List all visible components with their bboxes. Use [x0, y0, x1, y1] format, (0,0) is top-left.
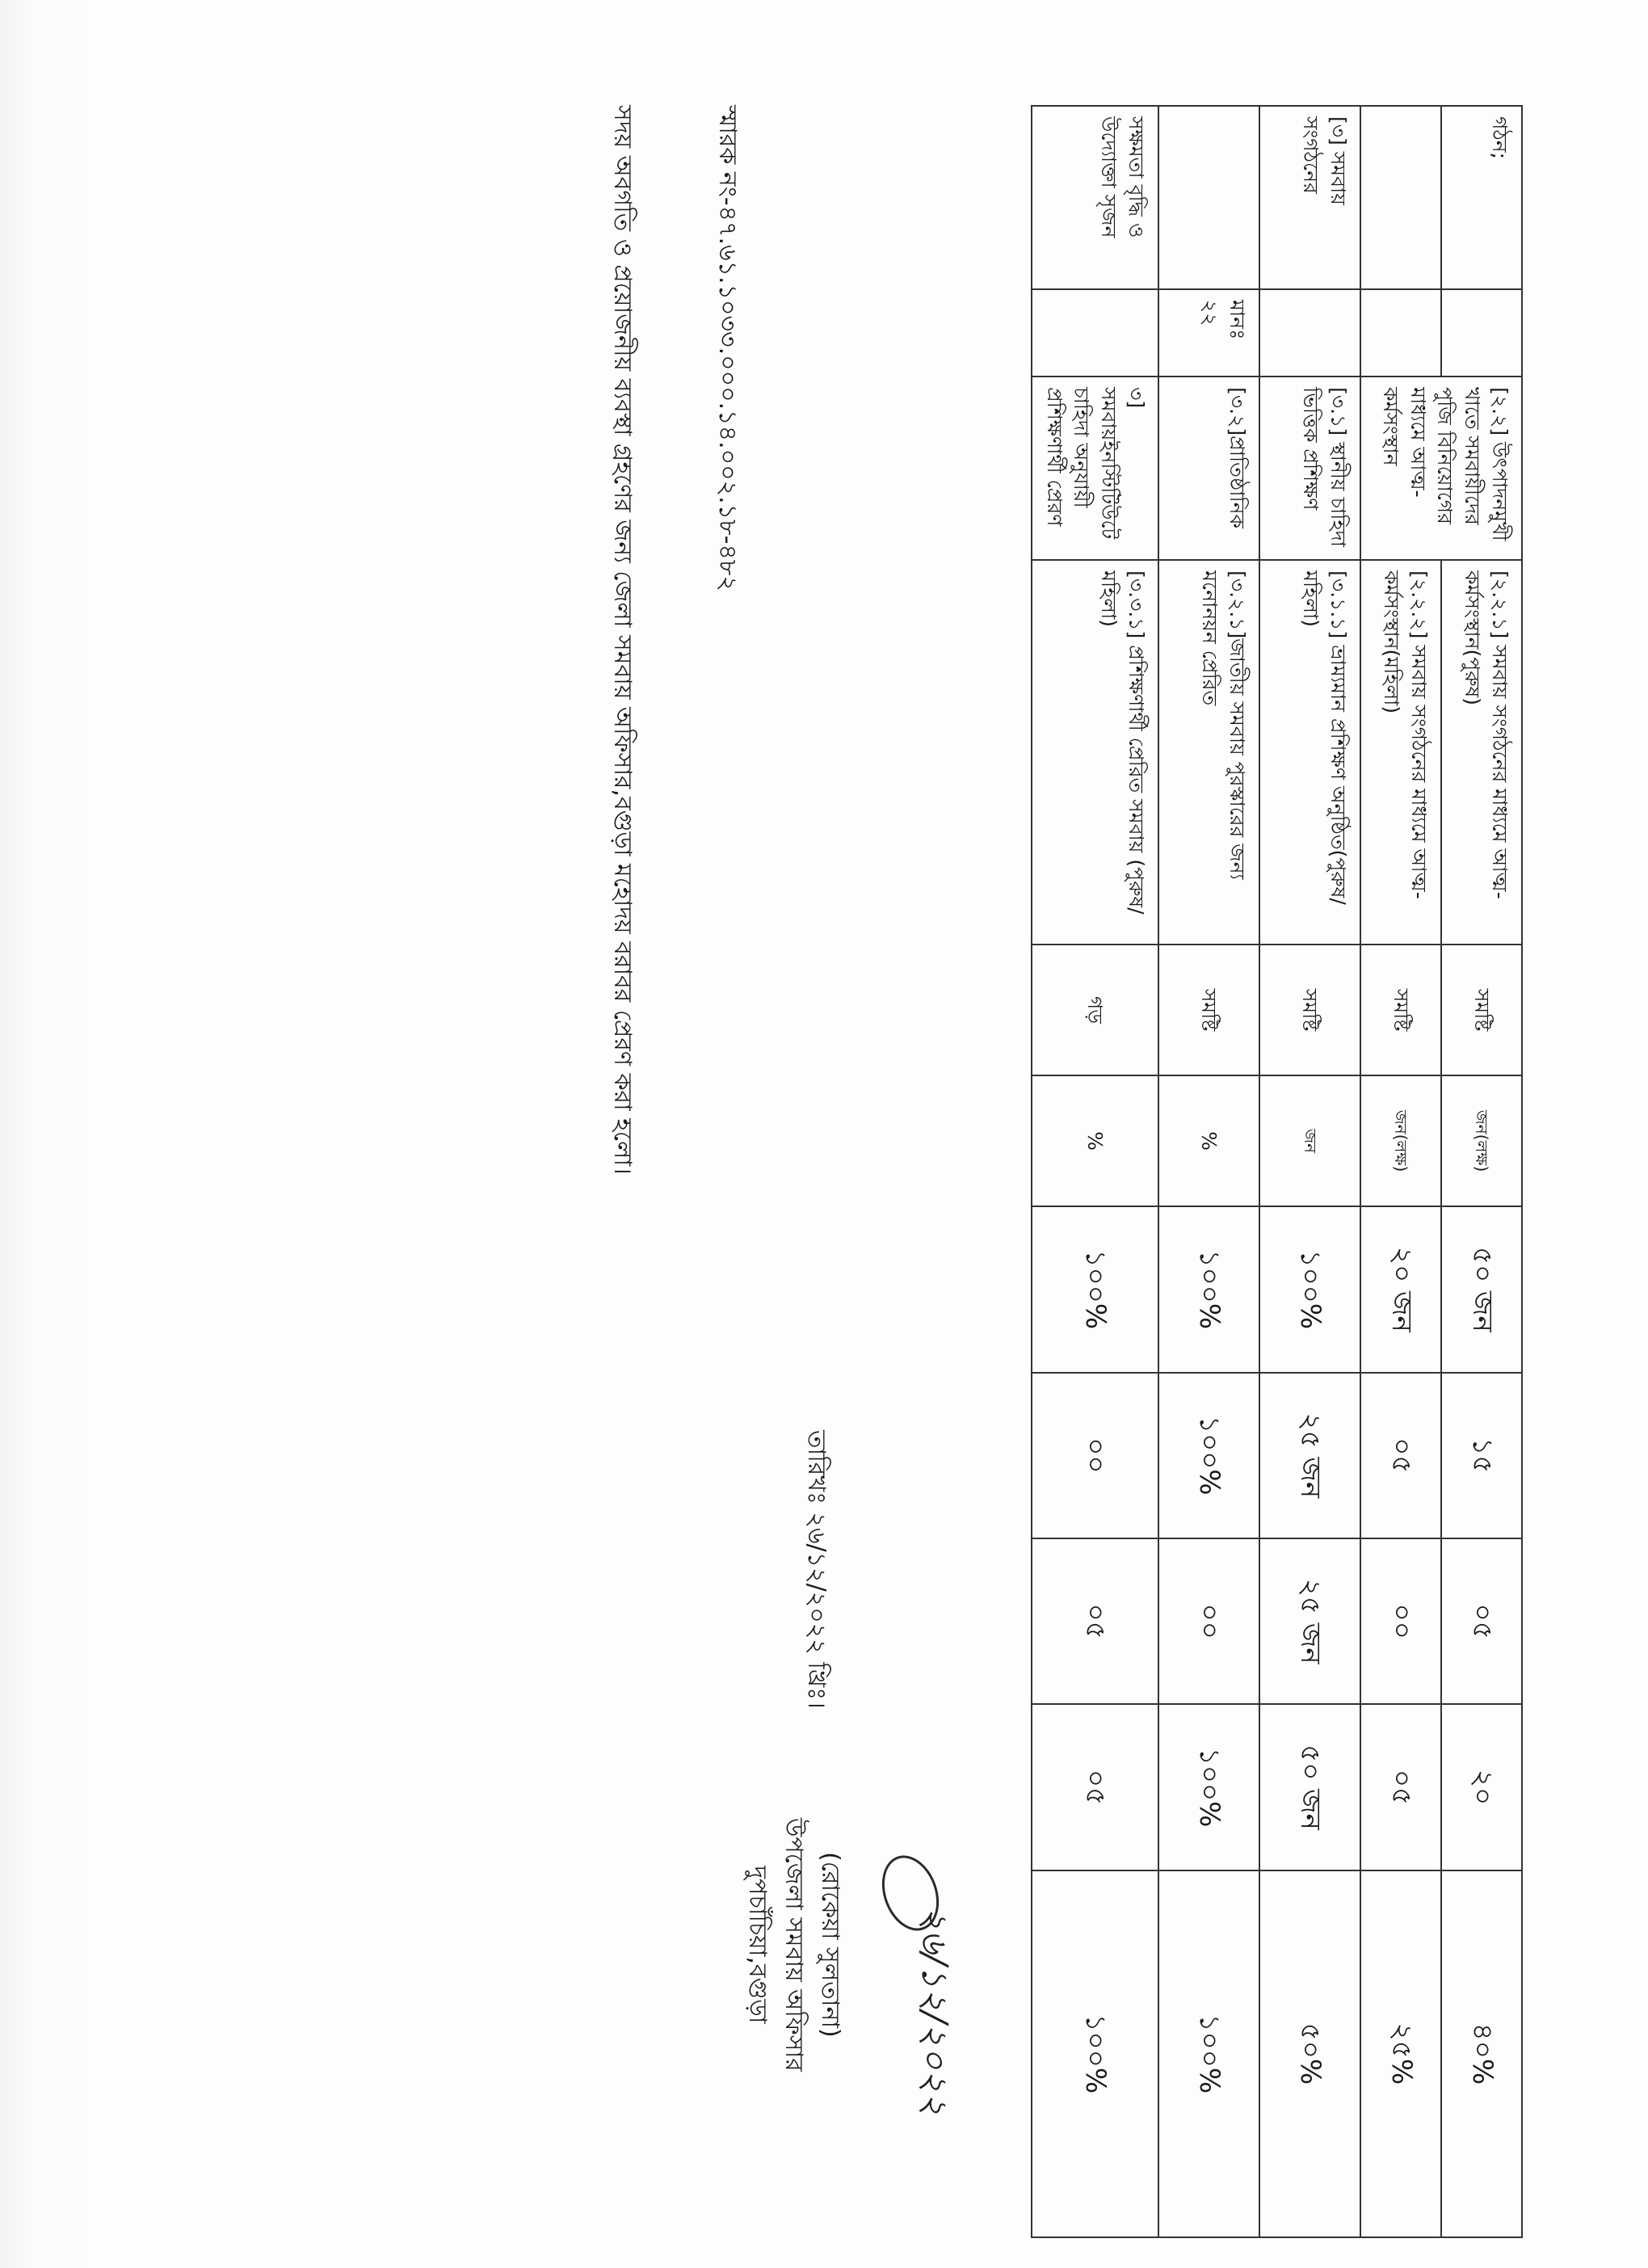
cell-unit: জন(লক্ষ)	[1360, 1075, 1441, 1206]
cell-total: ০৫	[1360, 1704, 1441, 1870]
cell-q2: ০০	[1360, 1538, 1441, 1704]
cell-objective	[1360, 106, 1441, 289]
cell-q1: ০০	[1032, 1373, 1158, 1538]
cell-objective	[1158, 106, 1259, 289]
cell-calc-method: সমষ্টি	[1441, 945, 1522, 1075]
signatory-name: (রোকেয়া সুলতানা)	[816, 1852, 844, 2038]
signature-handwritten-date: ২৬/১২/২০২২	[914, 1907, 955, 2116]
cell-activity: [৩.২]প্রাতিষ্ঠানিক	[1158, 377, 1259, 560]
cell-total: ২০	[1441, 1704, 1522, 1870]
cell-indicator: [৩.৩.১] প্রশিক্ষণার্থী প্রেরিত সমবায় (পুরুষ/মহিলা)	[1032, 560, 1158, 945]
cell-activity: ৩] সমবায়ইনস্টিটিউটে চাহিদা অনুযায়ী প্রশিক্ষণার্থী প্রেরণ	[1032, 377, 1158, 560]
cell-target: ১০০%	[1032, 1206, 1158, 1372]
cell-activity: [৩.১] স্থানীয় চাহিদা ভিত্তিক প্রশিক্ষণ	[1259, 377, 1360, 560]
cell-indicator: [২.২.১] সমবায় সংগঠনের মাধ্যমে আত্ম-কর্মসংস্থান(পুরুষ)	[1441, 560, 1522, 945]
cell-objective: [৩] সমবায় সংগঠনের	[1259, 106, 1360, 289]
table-row	[1032, 106, 1158, 2237]
cell-calc-method: গড়	[1032, 945, 1158, 1075]
cell-target: ২০ জন	[1360, 1206, 1441, 1372]
cell-percent: ১০০%	[1032, 1870, 1158, 2237]
memo-forwarding: সদয় অবগতি ও প্রয়োজনীয় ব্যবস্থা গ্রহণের জন্য জেলা সমবায় অফিসার,বগুড়া মহোদয় বরাবর প্রেরণ করা হলো।	[608, 105, 637, 1175]
cell-q2: ০০	[1158, 1538, 1259, 1704]
cell-objective: সক্ষমতা বৃদ্ধি ও উদ্যোক্তা সৃজন	[1032, 106, 1158, 289]
cell-q2: ০৫	[1441, 1538, 1522, 1704]
cell-unit: জন(লক্ষ)	[1441, 1075, 1522, 1206]
cell-weight	[1441, 289, 1522, 377]
cell-indicator: [২.২.২] সমবায় সংগঠনের মাধ্যমে আত্ম-কর্মসংস্থান(মহিলা)	[1360, 560, 1441, 945]
cell-total: ১০০%	[1158, 1704, 1259, 1870]
signatory-designation: উপজেলা সমবায় অফিসার	[780, 1818, 808, 2072]
cell-unit: জন	[1259, 1075, 1360, 1206]
cell-indicator: [৩.১.১] ভ্রাম্যমান প্রশিক্ষণ অনুষ্ঠিত(পুরুষ/মহিলা)	[1259, 560, 1360, 945]
cell-calc-method: সমষ্টি	[1158, 945, 1259, 1075]
cell-target: ১০০%	[1259, 1206, 1360, 1372]
signatory-office: দুপচাঁচিয়া,বগুড়া	[743, 1866, 771, 2024]
memo-date: তারিখঃ ২৬/১২/২০২২ খ্রিঃ।	[802, 1430, 830, 1709]
cell-q1: ১৫	[1441, 1373, 1522, 1538]
cell-q2: ২৫ জন	[1259, 1538, 1360, 1704]
cell-activity: [২.২] উৎপাদনমুখী খাতে সমবায়ীদের পুজি বিনিয়োগের মাধ্যমে আত্ম-কর্মসংস্থান	[1360, 377, 1522, 560]
cell-indicator: [৩.২.১]জাতীয় সমবায় পুরস্কারের জন্য মনোনয়ন প্রেরিত	[1158, 560, 1259, 945]
signature-block	[739, 1818, 848, 2072]
cell-target: ১০০%	[1158, 1206, 1259, 1372]
cell-calc-method: সমষ্টি	[1360, 945, 1441, 1075]
cell-objective: গঠন;	[1441, 106, 1522, 289]
table-row	[1158, 106, 1259, 2237]
cell-weight	[1259, 289, 1360, 377]
cell-percent: ২৫%	[1360, 1870, 1441, 2237]
cell-target: ৫০ জন	[1441, 1206, 1522, 1372]
cell-unit: %	[1032, 1075, 1158, 1206]
cell-q2: ০৫	[1032, 1538, 1158, 1704]
cell-unit: %	[1158, 1075, 1259, 1206]
cell-weight: মানঃ ২২	[1158, 289, 1259, 377]
cell-percent: ৫০%	[1259, 1870, 1360, 2237]
cell-q1: ২৫ জন	[1259, 1373, 1360, 1538]
cell-weight	[1032, 289, 1158, 377]
table-row	[1259, 106, 1360, 2237]
cell-total: ৫০ জন	[1259, 1704, 1360, 1870]
table-row	[1441, 106, 1522, 2237]
cell-percent: ৪০%	[1441, 1870, 1522, 2237]
memo-reference: স্মারক নং-৪৭.৬১.১০৩৩.০০০.১৪.০০২.১৮-৪৮২	[713, 105, 742, 591]
cell-q1: ০৫	[1360, 1373, 1441, 1538]
cell-percent: ১০০%	[1158, 1870, 1259, 2237]
cell-weight	[1360, 289, 1441, 377]
cell-calc-method: সমষ্টি	[1259, 945, 1360, 1075]
cell-q1: ১০০%	[1158, 1373, 1259, 1538]
cell-total: ০৫	[1032, 1704, 1158, 1870]
performance-table	[1031, 105, 1523, 2238]
